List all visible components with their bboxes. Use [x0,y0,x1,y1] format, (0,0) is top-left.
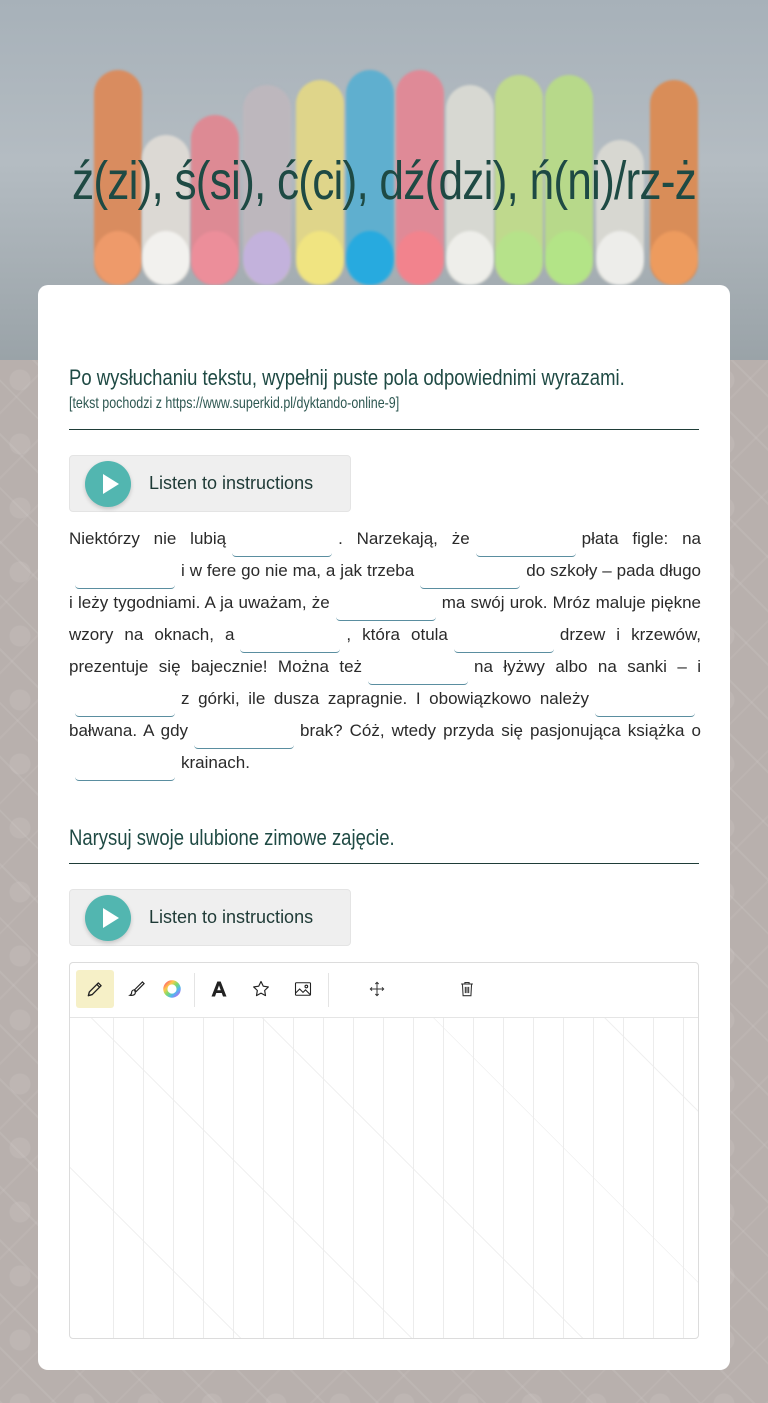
blank-input-10[interactable] [595,695,695,717]
text-icon [209,979,229,999]
image-icon [293,979,313,999]
blank-input-4[interactable] [420,567,520,589]
image-tool-button[interactable] [284,970,322,1008]
fill-in-passage [69,525,701,781]
passage-text: . Narzekają, że [338,529,470,548]
passage-text: na łyżwy albo na sanki – i [474,657,701,676]
passage-text: z górki, ile dusza zapragnie. I obowiązkowo należy [181,689,589,708]
blank-input-5[interactable] [336,599,436,621]
blank-input-3[interactable] [75,567,175,589]
listen-instructions-button[interactable] [69,889,351,946]
play-icon [85,895,131,941]
passage-text: ma swój urok. Mróz maluje piękne wzory na oknach, a [69,593,701,644]
color-picker-button[interactable] [153,970,191,1008]
instruction-text: Narysuj swoje ulubione zimowe zajęcie. [69,825,395,850]
blank-input-2[interactable] [476,535,576,557]
page-title: ź(zi), ś(si), ć(ci), dź(dzi), ń(ni)/rz-ż [72,151,696,211]
blank-input-7[interactable] [454,631,554,653]
blank-input-11[interactable] [194,727,294,749]
color-wheel-icon [162,979,182,999]
blank-input-1[interactable] [232,535,332,557]
passage-text: krainach. [181,753,250,772]
section-2-heading [69,825,699,864]
blank-input-12[interactable] [75,759,175,781]
pencil-tool-button[interactable] [76,970,114,1008]
passage-text: , która otula [346,625,448,644]
passage-text: do szkoły – pada długo i leży tygodniami. A ja uważam, że [69,561,701,612]
passage-text: Niektórzy nie lubią [69,529,227,548]
brush-icon [127,979,147,999]
star-icon [251,979,271,999]
drawing-canvas[interactable] [70,1018,698,1338]
blank-input-6[interactable] [240,631,340,653]
worksheet-card [38,285,730,1370]
passage-text: drzew i krzewów, prezentuje się bajecznie! Można też [69,625,702,676]
blank-input-9[interactable] [75,695,175,717]
trash-icon [457,979,477,999]
passage-text: płata figle: na [581,529,701,548]
section-1-heading [69,365,699,430]
play-icon [85,461,131,507]
move-tool-button[interactable] [358,970,396,1008]
listen-label: Listen to instructions [149,907,314,927]
stamp-tool-button[interactable] [242,970,280,1008]
text-tool-button[interactable] [200,970,238,1008]
drawing-toolbar [70,963,698,1018]
source-note: [tekst pochodzi z https://www.superkid.pl/dyktando-online-9] [69,395,400,412]
drawing-widget [69,962,699,1339]
blank-input-8[interactable] [368,663,468,685]
listen-label: Listen to instructions [149,473,314,493]
passage-text: brak? Cóż, wtedy przyda się pasjonująca książka o [300,721,701,740]
passage-text: i w fere go nie ma, a jak trzeba [181,561,415,580]
delete-tool-button[interactable] [448,970,486,1008]
toolbar-divider [328,973,329,1007]
passage-text: bałwana. A gdy [69,721,189,740]
instruction-text: Po wysłuchaniu tekstu, wypełnij puste pola odpowiednimi wyrazami. [69,365,625,390]
listen-instructions-button[interactable] [69,455,351,512]
pencil-icon [85,979,105,999]
toolbar-divider [194,973,195,1007]
move-arrows-icon [367,979,387,999]
brush-tool-button[interactable] [118,970,156,1008]
